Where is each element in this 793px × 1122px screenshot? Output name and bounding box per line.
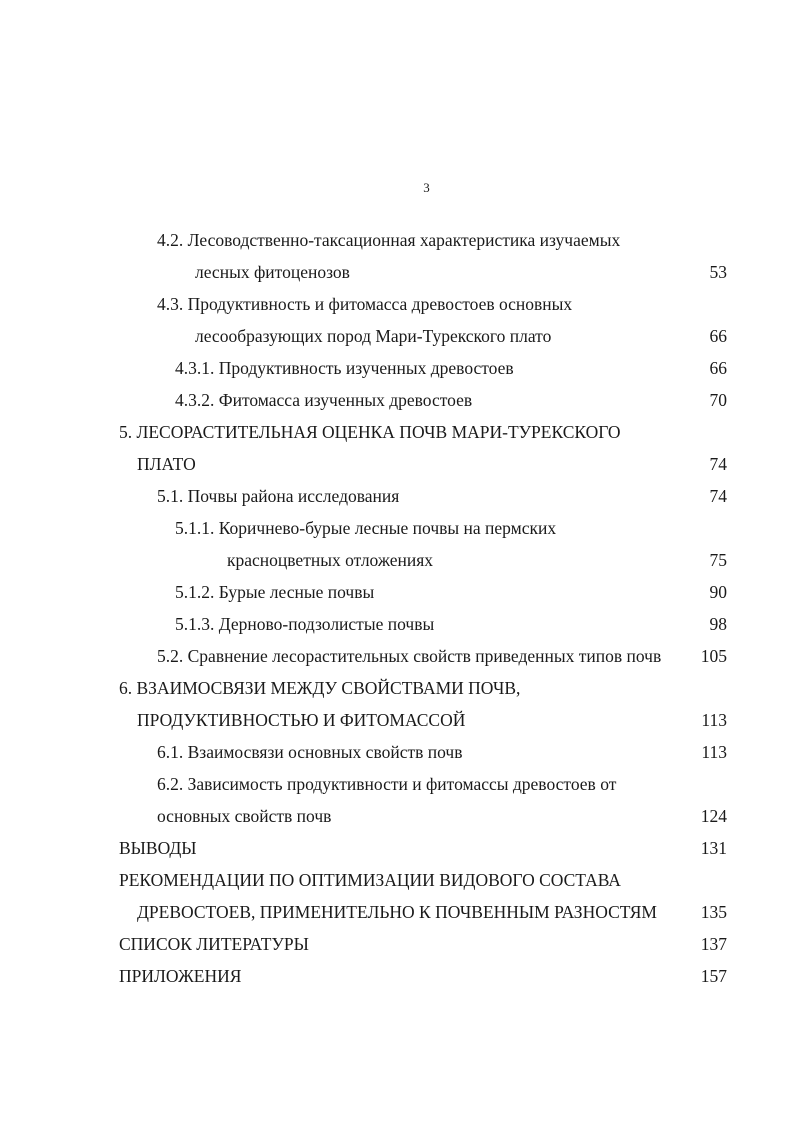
- toc-entry-recommendations-page: 135: [700, 902, 727, 922]
- toc-entry-appendices: ПРИЛОЖЕНИЯ: [119, 966, 242, 986]
- toc-entry-5-1-2-page: 90: [709, 582, 727, 602]
- toc-entry-4-2-page: 53: [709, 262, 727, 282]
- toc-entry-references: СПИСОК ЛИТЕРАТУРЫ: [119, 934, 309, 954]
- toc-entry-5-1-1-line-1: 5.1.1. Коричнево-бурые лесные почвы на пермских: [175, 518, 557, 538]
- toc-entry-6-1: 6.1. Взаимосвязи основных свойств почв: [157, 742, 463, 762]
- toc-entry-4-2-line-2: лесных фитоценозов: [195, 262, 350, 282]
- toc-entry-4-3-1: 4.3.1. Продуктивность изученных древостоев: [175, 358, 514, 378]
- toc-entry-recommendations-line-2: ДРЕВОСТОЕВ, ПРИМЕНИТЕЛЬНО К ПОЧВЕННЫМ РАЗНОСТЯМ: [137, 902, 657, 922]
- toc-entry-5-2: 5.2. Сравнение лесорастительных свойств приведенных типов почв: [157, 646, 662, 666]
- toc-entry-6-1-page: 113: [701, 742, 727, 762]
- toc-entry-6-line-1: 6. ВЗАИМОСВЯЗИ МЕЖДУ СВОЙСТВАМИ ПОЧВ,: [119, 678, 521, 698]
- toc-entry-4-3-line-1: 4.3. Продуктивность и фитомасса древостоев основных: [157, 294, 573, 314]
- toc-entry-5-1-3: 5.1.3. Дерново-подзолистые почвы: [175, 614, 435, 634]
- toc-entry-4-2-line-1: 4.2. Лесоводственно-таксационная характеристика изучаемых: [157, 230, 621, 250]
- toc-entry-4-3-line-2: лесообразующих пород Мари-Турекского плато: [195, 326, 552, 346]
- toc-entry-5-1: 5.1. Почвы района исследования: [157, 486, 400, 506]
- toc-entry-6-line-2: ПРОДУКТИВНОСТЬЮ И ФИТОМАССОЙ: [137, 710, 466, 730]
- toc-entry-4-3-2: 4.3.2. Фитомасса изученных древостоев: [175, 390, 473, 410]
- toc-entry-5-2-page: 105: [700, 646, 727, 666]
- toc-entry-4-3-page: 66: [709, 326, 727, 346]
- toc-entry-5-line-1: 5. ЛЕСОРАСТИТЕЛЬНАЯ ОЦЕНКА ПОЧВ МАРИ-ТУРЕКСКОГО: [119, 422, 621, 442]
- toc-entry-5-1-1-line-2: красноцветных отложениях: [227, 550, 434, 570]
- page-number: 3: [423, 180, 430, 195]
- toc-entry-5-page: 74: [709, 454, 727, 474]
- toc-entry-recommendations-line-1: РЕКОМЕНДАЦИИ ПО ОПТИМИЗАЦИИ ВИДОВОГО СОСТАВА: [119, 870, 621, 890]
- toc-entry-6-2-line-2: основных свойств почв: [157, 806, 332, 826]
- toc-entry-5-1-1-page: 75: [709, 550, 727, 570]
- toc-entry-6-page: 113: [701, 710, 727, 730]
- toc-entry-5-1-2: 5.1.2. Бурые лесные почвы: [175, 582, 375, 602]
- toc-entry-5-1-page: 74: [709, 486, 727, 506]
- toc-entry-6-2-page: 124: [700, 806, 727, 826]
- toc-entry-appendices-page: 157: [700, 966, 727, 986]
- toc-entry-4-3-1-page: 66: [709, 358, 727, 378]
- toc-entry-conclusions: ВЫВОДЫ: [119, 838, 197, 858]
- toc-entry-5-line-2: ПЛАТО: [137, 454, 196, 474]
- toc-entry-conclusions-page: 131: [700, 838, 727, 858]
- toc-entry-references-page: 137: [700, 934, 727, 954]
- toc-entry-5-1-3-page: 98: [709, 614, 727, 634]
- toc-entry-6-2-line-1: 6.2. Зависимость продуктивности и фитомассы древостоев от: [157, 774, 617, 794]
- toc-entry-4-3-2-page: 70: [709, 390, 727, 410]
